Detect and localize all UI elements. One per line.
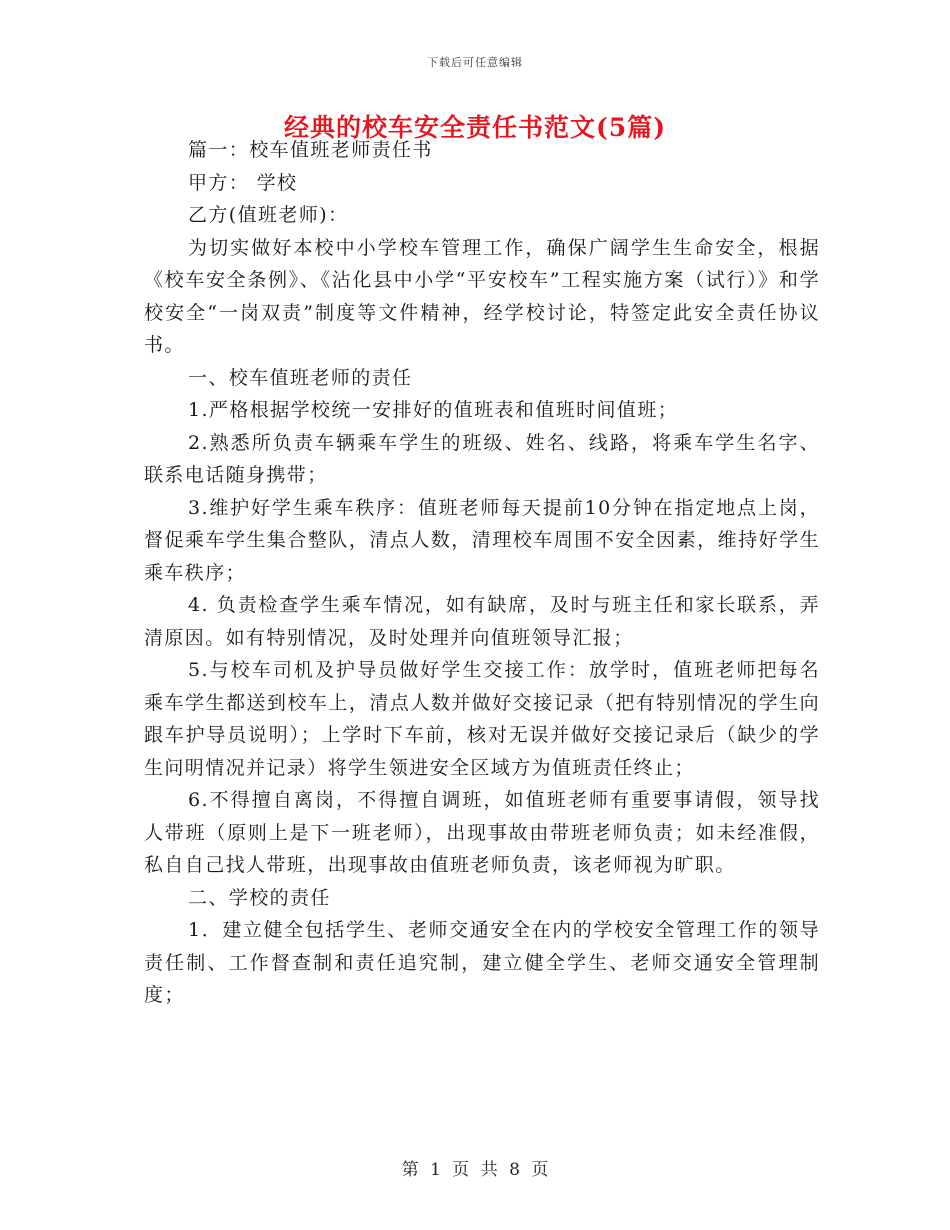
section-heading: 篇一：校车值班老师责任书 bbox=[188, 139, 433, 161]
duty-item: 1.严格根据学校统一安排好的值班表和值班时间值班； bbox=[188, 399, 679, 421]
duty-item: 2.熟悉所负责车辆乘车学生的班级、姓名、线路，将乘车学生名字、联系电话随身携带； bbox=[144, 431, 820, 486]
party-a-line: 甲方： 学校 bbox=[188, 171, 298, 194]
header-note: 下载后可任意编辑 bbox=[427, 56, 523, 69]
document-title: 经典的校车安全责任书范文(5篇) bbox=[283, 113, 667, 142]
subheading-school-duties: 二、学校的责任 bbox=[188, 886, 331, 909]
party-b-line: 乙方(值班老师)： bbox=[188, 204, 349, 226]
page-footer: 第 1 页 共 8 页 bbox=[401, 1160, 549, 1180]
duty-item: 4. 负责检查学生乘车情况，如有缺席，及时与班主任和家长联系，弄清原因。如有特别情况，及时处理并向值班领导汇报； bbox=[144, 594, 820, 649]
duty-item: 1．建立健全包括学生、老师交通安全在内的学校安全管理工作的领导责任制、工作督查制和责任追究制，建立健全学生、老师交通安全管理制度； bbox=[144, 919, 820, 1006]
duty-item: 3.维护好学生乘车秩序：值班老师每天提前10分钟在指定地点上岗，督促乘车学生集合整队，清点人数，清理校车周围不安全因素，维持好学生乘车秩序； bbox=[144, 496, 820, 584]
intro-paragraph: 为切实做好本校中小学校车管理工作，确保广阔学生生命安全，根据《校车安全条例》、《沾化县中小学“平安校车”工程实施方案（试行）》和学校安全“一岗双责”制度等文件精神，经学校讨论，特签定此安全责任协议书。 bbox=[144, 236, 820, 356]
document-body bbox=[144, 134, 820, 1012]
subheading-teacher-duties: 一、校车值班老师的责任 bbox=[188, 366, 413, 389]
duty-item: 5.与校车司机及护导员做好学生交接工作：放学时，值班老师把每名乘车学生都送到校车上，清点人数并做好交接记录（把有特别情况的学生向跟车护导员说明）；上学时下车前，核对无误并做好交接记录后（缺少的学生问明情况并记录）将学生领进安全区域方为值班责任终止； bbox=[144, 659, 820, 779]
duty-item: 6.不得擅自离岗，不得擅自调班，如值班老师有重要事请假，领导找人带班（原则上是下一班老师），出现事故由带班老师负责；如未经准假，私自自己找人带班，出现事故由值班老师负责，该老师视为旷职。 bbox=[144, 789, 820, 876]
